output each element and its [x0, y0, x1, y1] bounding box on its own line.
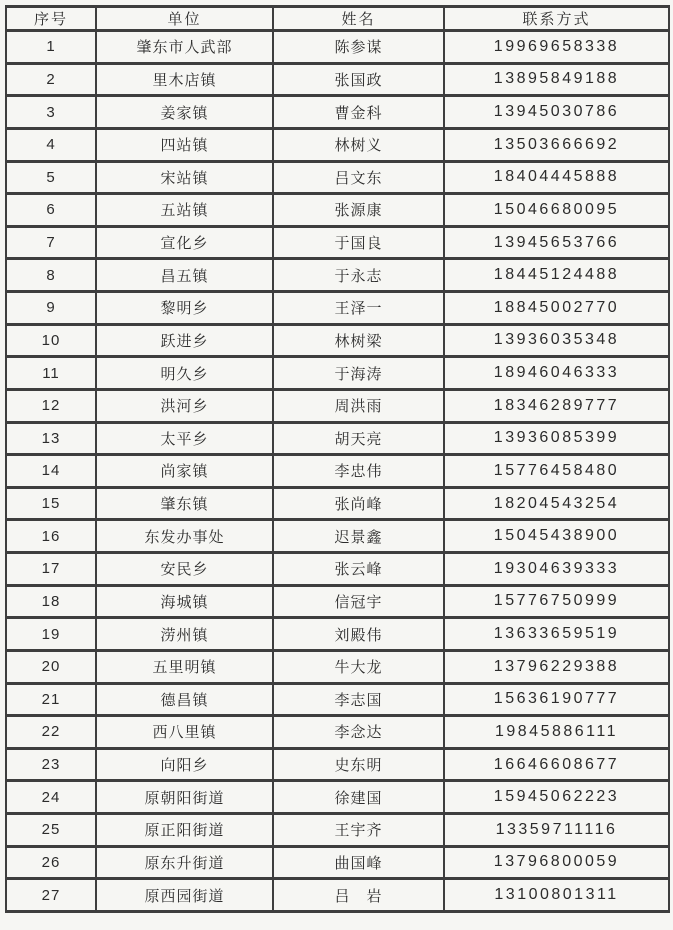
cell-index: 3 [6, 96, 96, 129]
table-row [6, 161, 669, 194]
cell-name: 周洪雨 [273, 389, 444, 422]
cell-phone: 13503666692 [444, 128, 669, 161]
cell-phone: 19845886111 [444, 716, 669, 749]
cell-phone: 13796800059 [444, 846, 669, 879]
cell-name: 林树梁 [273, 324, 444, 357]
cell-phone: 18946046333 [444, 357, 669, 390]
cell-unit: 安民乡 [96, 553, 273, 586]
cell-unit: 姜家镇 [96, 96, 273, 129]
cell-phone: 15776458480 [444, 455, 669, 488]
cell-index: 16 [6, 520, 96, 553]
table-row [6, 650, 669, 683]
cell-phone: 15636190777 [444, 683, 669, 716]
cell-name: 李志国 [273, 683, 444, 716]
cell-unit: 里木店镇 [96, 63, 273, 96]
table-row [6, 455, 669, 488]
table-row [6, 585, 669, 618]
cell-index: 21 [6, 683, 96, 716]
cell-index: 12 [6, 389, 96, 422]
cell-index: 2 [6, 63, 96, 96]
cell-unit: 涝州镇 [96, 618, 273, 651]
cell-name: 于国良 [273, 226, 444, 259]
cell-index: 1 [6, 31, 96, 64]
table-row [6, 814, 669, 847]
cell-index: 20 [6, 650, 96, 683]
cell-unit: 海城镇 [96, 585, 273, 618]
cell-phone: 13936035348 [444, 324, 669, 357]
cell-phone: 13945030786 [444, 96, 669, 129]
cell-unit: 洪河乡 [96, 389, 273, 422]
cell-unit: 黎明乡 [96, 292, 273, 325]
cell-index: 10 [6, 324, 96, 357]
cell-name: 曲国峰 [273, 846, 444, 879]
header-contact: 联系方式 [444, 7, 669, 31]
cell-unit: 宣化乡 [96, 226, 273, 259]
header-index: 序号 [6, 7, 96, 31]
cell-index: 6 [6, 194, 96, 227]
cell-name: 信冠宇 [273, 585, 444, 618]
cell-phone: 13796229388 [444, 650, 669, 683]
header-row [6, 7, 669, 31]
cell-phone: 13945653766 [444, 226, 669, 259]
cell-unit: 原西园街道 [96, 879, 273, 912]
cell-name: 张源康 [273, 194, 444, 227]
table-row [6, 292, 669, 325]
cell-phone: 18845002770 [444, 292, 669, 325]
table-row [6, 422, 669, 455]
cell-name: 史东明 [273, 748, 444, 781]
cell-phone: 13936085399 [444, 422, 669, 455]
cell-name: 张尚峰 [273, 487, 444, 520]
cell-unit: 原朝阳街道 [96, 781, 273, 814]
header-name: 姓名 [273, 7, 444, 31]
cell-phone: 18204543254 [444, 487, 669, 520]
cell-name: 于海涛 [273, 357, 444, 390]
table-body [6, 31, 669, 912]
cell-unit: 明久乡 [96, 357, 273, 390]
cell-name: 李念达 [273, 716, 444, 749]
table-row [6, 31, 669, 64]
cell-unit: 宋站镇 [96, 161, 273, 194]
table-row [6, 716, 669, 749]
table-row [6, 194, 669, 227]
cell-phone: 13895849188 [444, 63, 669, 96]
cell-unit: 肇东市人武部 [96, 31, 273, 64]
cell-index: 26 [6, 846, 96, 879]
cell-name: 李忠伟 [273, 455, 444, 488]
cell-unit: 原东升街道 [96, 846, 273, 879]
table-row [6, 520, 669, 553]
cell-index: 15 [6, 487, 96, 520]
cell-index: 9 [6, 292, 96, 325]
cell-index: 17 [6, 553, 96, 586]
cell-phone: 19969658338 [444, 31, 669, 64]
cell-name: 张云峰 [273, 553, 444, 586]
cell-name: 曹金科 [273, 96, 444, 129]
table-row [6, 357, 669, 390]
cell-phone: 13100801311 [444, 879, 669, 912]
cell-unit: 东发办事处 [96, 520, 273, 553]
cell-index: 11 [6, 357, 96, 390]
cell-name: 于永志 [273, 259, 444, 292]
cell-phone: 18346289777 [444, 389, 669, 422]
cell-index: 8 [6, 259, 96, 292]
table-row [6, 259, 669, 292]
cell-name: 牛大龙 [273, 650, 444, 683]
cell-index: 25 [6, 814, 96, 847]
table-row [6, 846, 669, 879]
cell-index: 19 [6, 618, 96, 651]
contact-table [5, 5, 670, 913]
cell-index: 22 [6, 716, 96, 749]
cell-phone: 15046680095 [444, 194, 669, 227]
cell-unit: 尚家镇 [96, 455, 273, 488]
cell-name: 林树义 [273, 128, 444, 161]
cell-index: 27 [6, 879, 96, 912]
header-unit: 单位 [96, 7, 273, 31]
cell-phone: 16646608677 [444, 748, 669, 781]
cell-phone: 13359711116 [444, 814, 669, 847]
table-row [6, 748, 669, 781]
table-row [6, 553, 669, 586]
cell-index: 4 [6, 128, 96, 161]
table-row [6, 128, 669, 161]
cell-index: 23 [6, 748, 96, 781]
cell-name: 王泽一 [273, 292, 444, 325]
cell-phone: 19304639333 [444, 553, 669, 586]
cell-unit: 跃进乡 [96, 324, 273, 357]
table-row [6, 683, 669, 716]
cell-name: 陈参谋 [273, 31, 444, 64]
cell-unit: 向阳乡 [96, 748, 273, 781]
cell-name: 张国政 [273, 63, 444, 96]
table-row [6, 618, 669, 651]
cell-phone: 15776750999 [444, 585, 669, 618]
cell-index: 5 [6, 161, 96, 194]
cell-name: 徐建国 [273, 781, 444, 814]
table-row [6, 63, 669, 96]
cell-index: 13 [6, 422, 96, 455]
cell-unit: 德昌镇 [96, 683, 273, 716]
cell-unit: 五里明镇 [96, 650, 273, 683]
cell-index: 18 [6, 585, 96, 618]
cell-unit: 西八里镇 [96, 716, 273, 749]
cell-phone: 15945062223 [444, 781, 669, 814]
cell-unit: 原正阳街道 [96, 814, 273, 847]
cell-name: 吕文东 [273, 161, 444, 194]
cell-name: 迟景鑫 [273, 520, 444, 553]
cell-unit: 太平乡 [96, 422, 273, 455]
cell-phone: 13633659519 [444, 618, 669, 651]
cell-name: 胡天亮 [273, 422, 444, 455]
table-row [6, 879, 669, 912]
cell-name: 刘殿伟 [273, 618, 444, 651]
cell-name: 王宇齐 [273, 814, 444, 847]
table-row [6, 96, 669, 129]
table-row [6, 324, 669, 357]
table-row [6, 781, 669, 814]
table-row [6, 226, 669, 259]
cell-unit: 肇东镇 [96, 487, 273, 520]
cell-index: 7 [6, 226, 96, 259]
table-header [6, 7, 669, 31]
table-row [6, 389, 669, 422]
cell-unit: 四站镇 [96, 128, 273, 161]
cell-phone: 15045438900 [444, 520, 669, 553]
cell-phone: 18445124488 [444, 259, 669, 292]
cell-unit: 昌五镇 [96, 259, 273, 292]
cell-index: 24 [6, 781, 96, 814]
cell-phone: 18404445888 [444, 161, 669, 194]
cell-name: 吕 岩 [273, 879, 444, 912]
cell-index: 14 [6, 455, 96, 488]
table-row [6, 487, 669, 520]
cell-unit: 五站镇 [96, 194, 273, 227]
